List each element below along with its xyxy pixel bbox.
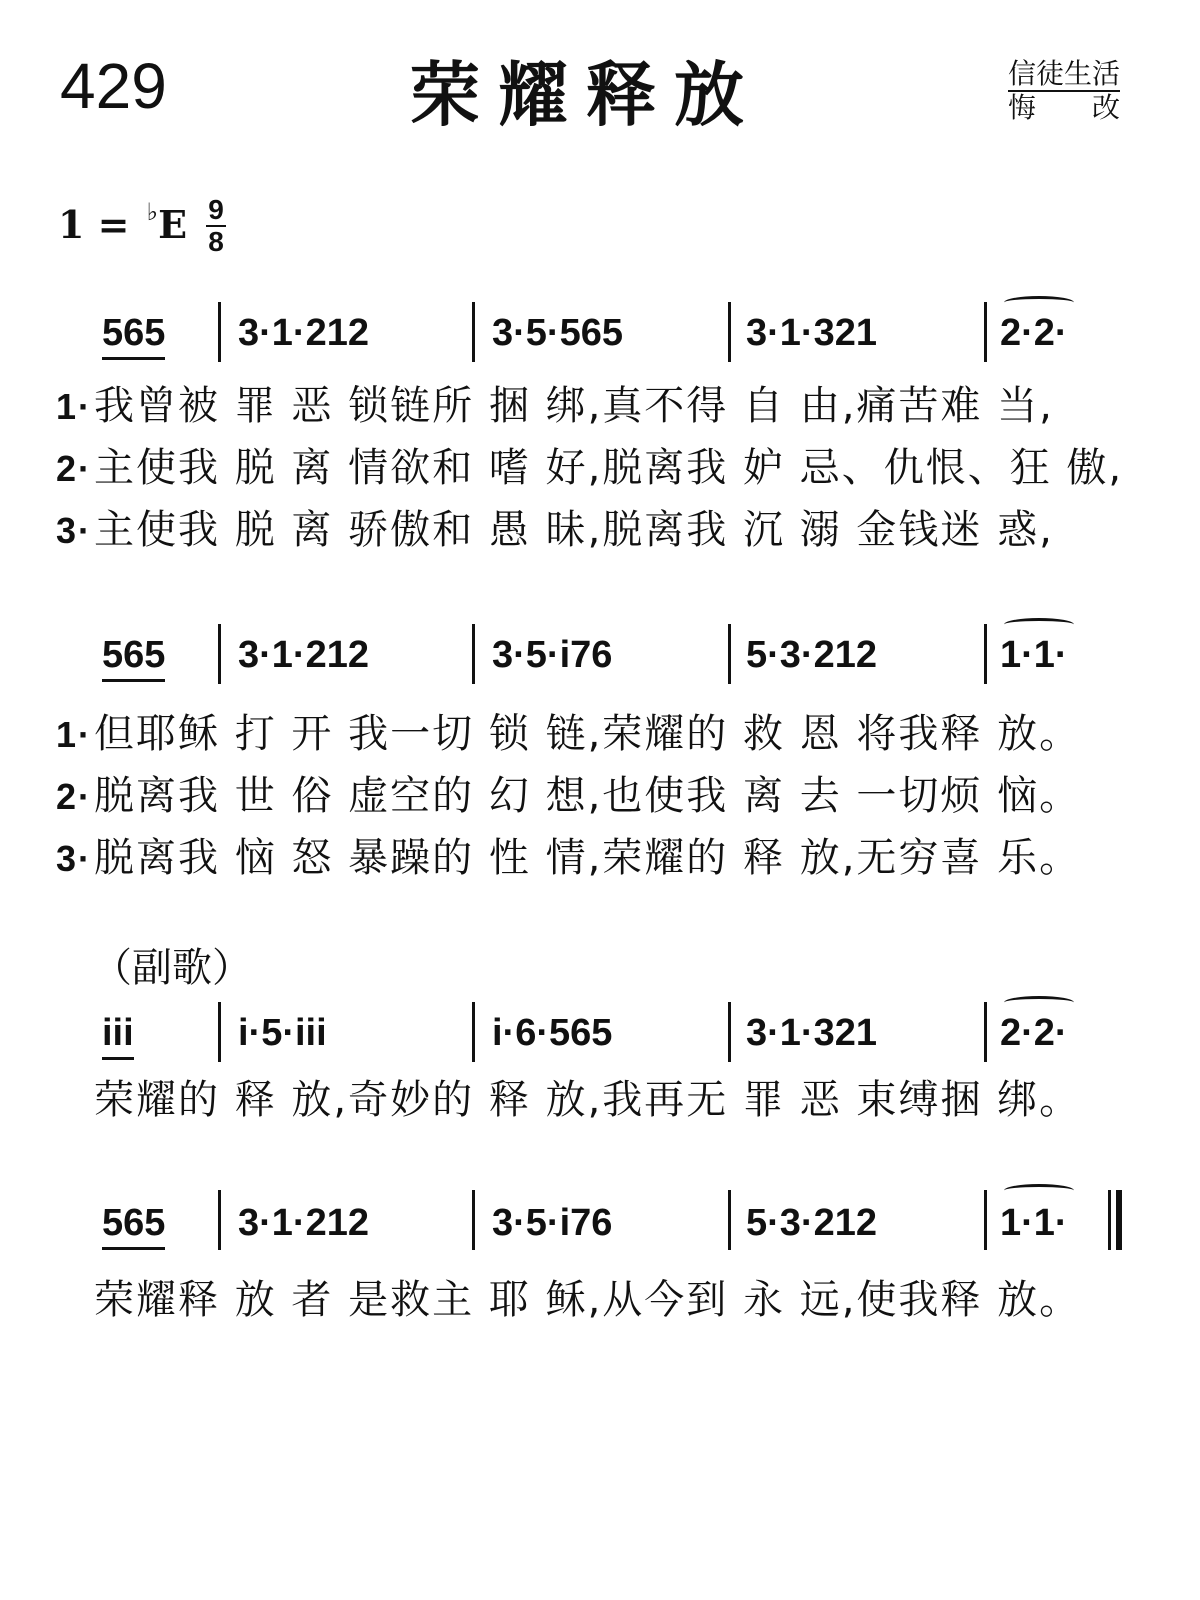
notes-s4-m2: 3·5·i76 <box>492 1202 613 1244</box>
key-tonic: E <box>158 202 188 247</box>
final-barline-thick <box>1116 1190 1122 1250</box>
barline <box>218 1190 221 1250</box>
key-signature <box>58 197 188 247</box>
notes-s2-m3: 5·3·212 <box>746 634 877 676</box>
barline <box>218 302 221 362</box>
credit-note: 悔 改 <box>1007 91 1120 124</box>
lyrics-s2-v1: 1·但耶稣 打 开 我一切 锁 链,荣耀的 救 恩 将我释 放。 <box>56 711 1082 757</box>
time-signature-bottom: 8 <box>208 226 224 257</box>
lyrics-s1-v1: 1·我曾被 罪 恶 锁链所 捆 绑,真不得 自 由,痛苦难 当, <box>56 383 1054 429</box>
tie-mark <box>1004 996 1074 1009</box>
notes-s2-m0: 565 <box>102 636 165 674</box>
lyrics-s1-v3: 3·主使我 脱 离 骄傲和 愚 昧,脱离我 沉 溺 金钱迷 惑, <box>56 507 1054 553</box>
barline <box>218 1002 221 1062</box>
notes-s2-m1: 3·1·212 <box>238 634 369 676</box>
lyrics-s2-v2: 2·脱离我 世 俗 虚空的 幻 想,也使我 离 去 一切烦 恼。 <box>56 773 1082 819</box>
barline <box>984 1190 987 1250</box>
barline <box>984 302 987 362</box>
final-barline-thin <box>1108 1190 1111 1250</box>
barline <box>984 624 987 684</box>
credit-source: 信徒生活 <box>1007 57 1120 90</box>
hymn-title: 荣耀释放 <box>410 54 762 136</box>
barline <box>218 624 221 684</box>
notes-s1-m0: 565 <box>102 314 165 352</box>
flat-sign: ♭ <box>146 197 159 226</box>
time-signature <box>204 196 228 256</box>
tie-mark <box>1004 1184 1074 1197</box>
notes-s1-m4: 2·2· <box>1000 312 1068 354</box>
lyrics-s3: 荣耀的 释 放,奇妙的 释 放,我再无 罪 恶 束缚捆 绑。 <box>94 1077 1082 1123</box>
notes-s4-m4: 1·1· <box>1000 1202 1068 1244</box>
notes-s1-m2: 3·5·565 <box>492 312 623 354</box>
barline <box>472 1190 475 1250</box>
lyrics-s1-v2: 2·主使我 脱 离 情欲和 嗜 好,脱离我 妒 忌、仇恨、狂 傲, <box>56 445 1124 491</box>
notes-s3-m1: i·5·iii <box>238 1012 327 1054</box>
notes-s4-m0: 565 <box>102 1204 165 1242</box>
notes-s3-m4: 2·2· <box>1000 1012 1068 1054</box>
barline <box>728 624 731 684</box>
notes-s2-m4: 1·1· <box>1000 634 1068 676</box>
lyrics-s2-v3: 3·脱离我 恼 怒 暴躁的 性 情,荣耀的 释 放,无穷喜 乐。 <box>56 835 1082 881</box>
barline <box>472 624 475 684</box>
barline <box>728 302 731 362</box>
tie-mark <box>1004 618 1074 631</box>
time-signature-top: 9 <box>208 194 224 225</box>
tie-mark <box>1004 296 1074 309</box>
barline <box>472 1002 475 1062</box>
barline <box>984 1002 987 1062</box>
notes-s1-m1: 3·1·212 <box>238 312 369 354</box>
notes-s2-m2: 3·5·i76 <box>492 634 613 676</box>
notes-s1-m3: 3·1·321 <box>746 312 877 354</box>
barline <box>472 302 475 362</box>
barline <box>728 1002 731 1062</box>
notes-s4-m1: 3·1·212 <box>238 1202 369 1244</box>
notes-s3-m0: iii <box>102 1014 134 1052</box>
lyrics-s4: 荣耀释 放 者 是救主 耶 稣,从今到 永 远,使我释 放。 <box>94 1277 1082 1323</box>
notes-s4-m3: 5·3·212 <box>746 1202 877 1244</box>
notes-s3-m3: 3·1·321 <box>746 1012 877 1054</box>
notes-s3-m2: i·6·565 <box>492 1012 613 1054</box>
chorus-label: （副歌） <box>92 945 252 991</box>
key-prefix: 1 = <box>58 202 143 247</box>
barline <box>728 1190 731 1250</box>
hymn-number: 429 <box>60 50 167 122</box>
